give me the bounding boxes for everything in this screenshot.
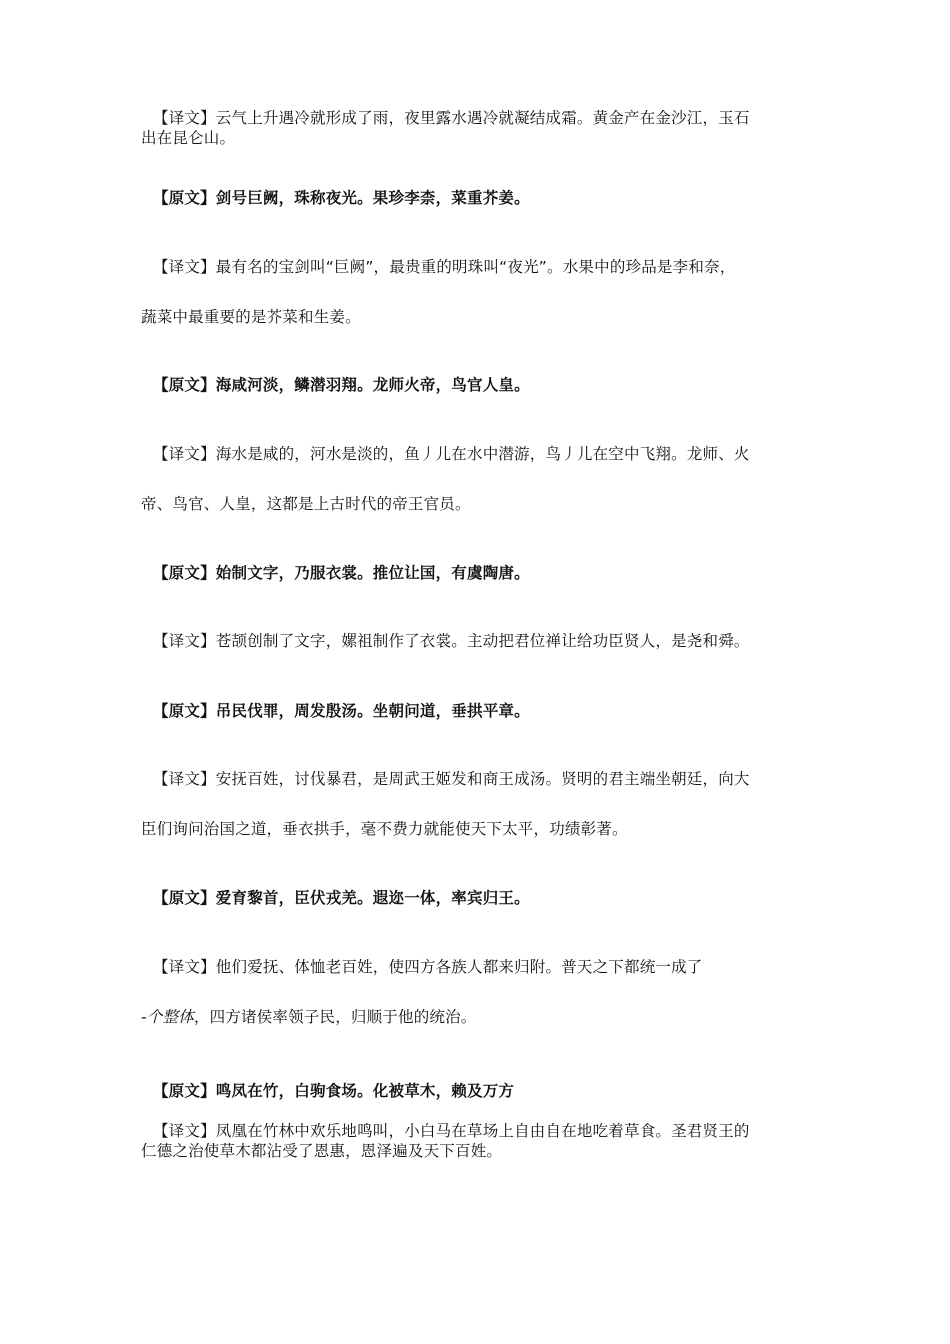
line: 【原文】鸣凤在竹，白驹食场。化被草木，赖及万方	[153, 1082, 515, 1100]
translation-paragraph-7	[141, 1121, 806, 1161]
line: 【原文】始制文字，乃服衣裳。推位让国，有虞陶唐。	[153, 564, 530, 582]
original-text-paragraph-5	[141, 888, 806, 908]
translation-paragraph-4	[141, 631, 806, 651]
line: 【原文】吊民伐罪，周发殷汤。坐朝问道，垂拱平章。	[153, 702, 530, 720]
line-fragment: ，四方诸侯率领子民，归顺于他的统治。	[193, 1008, 477, 1026]
original-text-paragraph-4	[141, 701, 806, 721]
line: 【原文】爱育黎首，臣伏戎羌。遐迩一体，率宾归王。	[153, 889, 530, 907]
translation-paragraph-3	[141, 444, 806, 514]
original-text-paragraph-1	[141, 188, 806, 208]
line: 【译文】最有名的宝剑叫“巨阙”，最贵重的明珠叫“夜光”。水果中的珍品是李和奈，	[153, 258, 736, 276]
line: 【译文】海水是咸的，河水是淡的，鱼丿儿在水中潜游，鸟丿儿在空中飞翔。龙师、火	[153, 445, 750, 463]
original-text-paragraph-2	[141, 375, 806, 395]
line: 仁德之治使草木都沾受了恩惠，恩泽遍及天下百姓。	[141, 1142, 503, 1160]
original-text-paragraph-3	[141, 563, 806, 583]
translation-paragraph-2	[141, 257, 806, 327]
line: 【原文】海咸河淡，鳞潜羽翔。龙师火帝，鸟官人皇。	[153, 376, 530, 394]
line: 【译文】他们爱抚、体恤老百姓，使四方各族人都来归附。普天之下都统一成了	[153, 958, 703, 976]
translation-paragraph-6	[141, 957, 806, 1027]
line: 【译文】苍颉创制了文字，嫘祖制作了衣裳。主动把君位禅让给功臣贤人，是尧和舜。	[153, 632, 750, 650]
line: 【原文】剑号巨阙，珠称夜光。果珍李柰，菜重芥姜。	[153, 189, 530, 207]
translation-paragraph-1	[141, 108, 806, 148]
line: 帝、鸟官、人皇，这都是上古时代的帝王官员。	[141, 495, 471, 513]
line: 蔬菜中最重要的是芥菜和生姜。	[141, 308, 361, 326]
line: 【译文】安抚百姓，讨伐暴君，是周武王姬发和商王成汤。贤明的君主端坐朝廷，向大	[153, 770, 750, 788]
line-italic-fragment: -个整体	[141, 1008, 194, 1026]
translation-paragraph-5	[141, 769, 806, 839]
line: 臣们询问治国之道，垂衣拱手，毫不费力就能使天下太平，功绩彰著。	[141, 820, 628, 838]
line: 【译文】云气上升遇冷就形成了雨，夜里露水遇冷就凝结成霜。黄金产在金沙江，玉石	[153, 109, 750, 127]
original-text-paragraph-6	[141, 1081, 806, 1101]
line	[141, 1007, 806, 1027]
line: 出在昆仑山。	[141, 129, 236, 147]
line: 【译文】凤凰在竹林中欢乐地鸣叫，小白马在草场上自由自在地吃着草食。圣君贤王的	[153, 1122, 750, 1140]
